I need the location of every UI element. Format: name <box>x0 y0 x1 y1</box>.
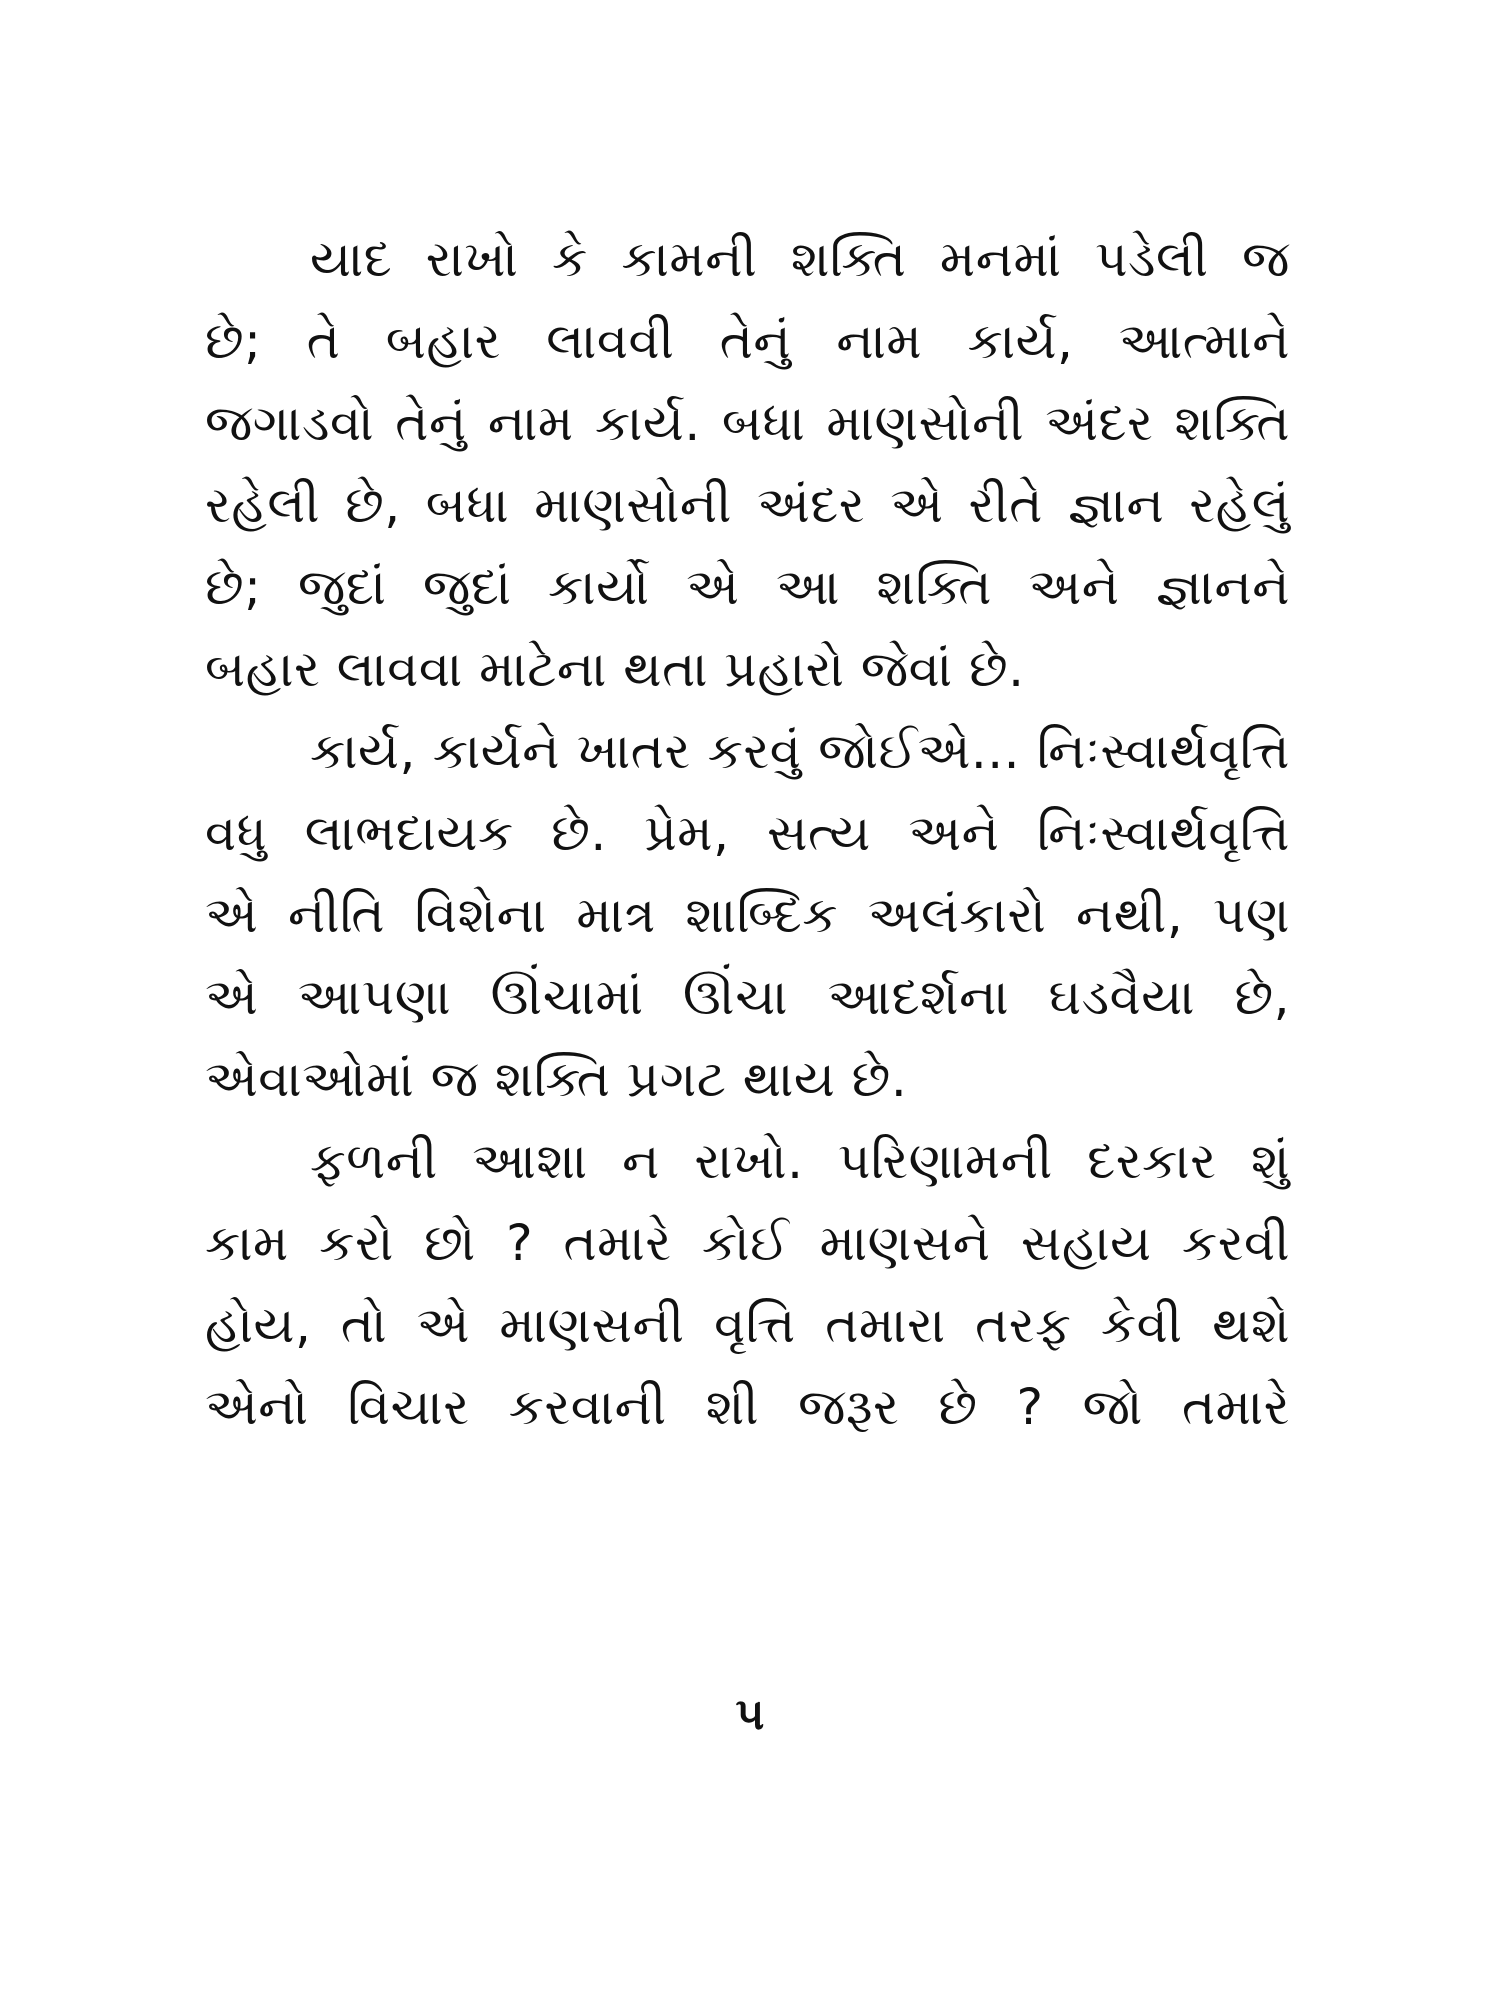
page-body <box>205 218 1290 1778</box>
text-line: કાર્ય, કાર્યને ખાતર કરવું જોઈએ... નિઃસ્વાર્થવૃત્તિ <box>310 722 1290 780</box>
text-line: એ આપણા ઊંચામાં ઊંચા આદર્શના ઘડવૈયા છે, <box>205 968 1290 1026</box>
text-line: એનો વિચાર કરવાની શી જરૂર છે ? જો તમારે <box>205 1378 1290 1436</box>
text-line: બહાર લાવવા માટેના થતા પ્રહારો જેવાં છે. <box>205 640 1025 698</box>
text-line: ફળની આશા ન રાખો. પરિણામની દરકાર શું <box>310 1132 1290 1190</box>
text-line: જગાડવો તેનું નામ કાર્ય. બધા માણસોની અંદર શક્તિ <box>205 394 1290 452</box>
text-line: રહેલી છે, બધા માણસોની અંદર એ રીતે જ્ઞાન રહેલું <box>205 476 1290 534</box>
page-number: ૫ <box>735 1689 765 1740</box>
paragraph-2 <box>205 710 1290 1120</box>
text-line: કામ કરો છો ? તમારે કોઈ માણસને સહાય કરવી <box>205 1214 1290 1272</box>
text-line: એવાઓમાં જ શક્તિ પ્રગટ થાય છે. <box>205 1050 908 1108</box>
text-line: હોય, તો એ માણસની વૃત્તિ તમારા તરફ કેવી થશે <box>205 1296 1290 1354</box>
text-line: એ નીતિ વિશેના માત્ર શાબ્દિક અલંકારો નથી, પણ <box>205 886 1290 944</box>
text-line: યાદ રાખો કે કામની શક્તિ મનમાં પડેલી જ <box>310 230 1290 288</box>
text-line: છે; તે બહાર લાવવી તેનું નામ કાર્ય, આત્માને <box>205 312 1290 370</box>
text-line: છે; જુદાં જુદાં કાર્યો એ આ શક્તિ અને જ્ઞાનને <box>205 558 1290 616</box>
paragraph-3 <box>205 1120 1290 1448</box>
paragraph-1 <box>205 218 1290 710</box>
text-line: વધુ લાભદાયક છે. પ્રેમ, સત્ય અને નિઃસ્વાર્થવૃત્તિ <box>205 804 1290 862</box>
